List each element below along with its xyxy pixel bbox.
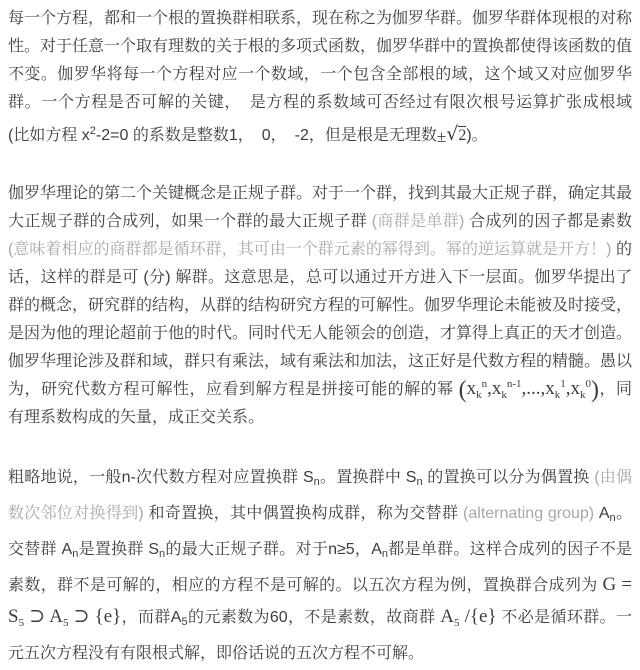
paragraph-permutation-group (8, 462, 632, 670)
math-text: x (466, 378, 477, 399)
paragraph-galois-group (8, 5, 632, 150)
subscript-text: 5 (181, 616, 188, 628)
math-text: ⊃ A (24, 606, 63, 627)
math-text: 2 (458, 127, 467, 144)
math-text: n-1 (506, 378, 522, 390)
body-text: 和奇置换，其中偶置换构成群，称为交替群 (143, 505, 464, 522)
math-text: k (501, 389, 507, 401)
body-text: 的最大正规子群。对于n≥5，A (165, 541, 382, 558)
body-text: 不必是循环群。一元五次方程没有有限根式解，即俗话说的五次方程不可解。 (8, 609, 633, 662)
body-text: 每一个方程，都和一个根的置换群相联系，现在称之为伽罗华群。伽罗华群体现根的对称性。对于任意一个取有理数的关于根的多项式函数，伽罗华群中的置换都使得该函数的值不变。伽罗华将每一个方程对应一个数域，一个包含全部根的域，这个域又对应伽罗华群。一个方程是否可解的关键， 是方程的系数域可否经过有限次根号运算扩张成根域 (比如方程 x (8, 10, 633, 144)
subscript-text: n (609, 512, 616, 524)
subscript-text: n (381, 548, 388, 560)
body-text: 伽罗华理论的第二个关键概念是正规子群。对于一个群，找到其最大正规子群，确定其最大正规子群的合成列，如果一个群的最大正规子群 (8, 185, 633, 230)
math-text: n (481, 378, 488, 390)
subscript-text: n (159, 548, 166, 560)
body-text: 。交替群 A (8, 505, 632, 558)
subscript-text: n (416, 476, 423, 488)
body-text: A (594, 505, 610, 522)
math-text: 5 (62, 617, 69, 629)
math-text: G = S (8, 574, 633, 627)
math-text: x (545, 378, 555, 399)
math-text: ± (436, 127, 447, 146)
math-text: 1 (560, 378, 566, 390)
math-text: k (579, 389, 586, 401)
math-text: /{e} (459, 606, 497, 627)
body-text: 的元素数为60，不是素数，故商群 (187, 609, 441, 626)
body-text: )。 (466, 127, 488, 144)
math-text: ) (590, 377, 599, 403)
annotation-text: (由偶数次邻位对换得到) (8, 469, 632, 522)
body-text: ，同有理系数构成的矢量，成正交关系。 (8, 381, 632, 426)
math-text: k (554, 389, 561, 401)
body-text: 是置换群 S (78, 541, 160, 558)
body-text: 合成列的因子都是素数 (464, 213, 632, 230)
body-text: 。置换群中 S (319, 469, 417, 486)
body-text: 的置换可以分为偶置换 (422, 469, 595, 486)
paragraph-normal-subgroup (8, 180, 632, 432)
body-text: 的话，这样的群是可 (分) 解群。这意思是，总可以通过开方进入下一层面。伽罗华提出了群的概念，研究群的结构，从群的结构研究方程的可解性。伽罗华理论未能被及时接受，是因为他的理论超前于他的时代。同时代无人能领会的创造，才算得上真正的天才创造。伽罗华理论涉及群和域，群只有乘法，域有乘法和加法，这正好是代数方程的精髓。愚以为，研究代数方程可解性，应看到解方程是拼接可能的解的幂 (8, 241, 633, 398)
math-text: 5 (453, 617, 460, 629)
math-text: √ (446, 123, 459, 145)
math-text: 5 (18, 617, 25, 629)
math-text: ⊃ {e} (68, 606, 122, 627)
subscript-text: n (72, 548, 79, 560)
math-text: A (440, 606, 454, 627)
math-text: , (487, 378, 492, 399)
body-text: 都是单群。这样合成列的因子不是素数，群不是可解的，相应的方程不是可解的。以五次方程为例，置换群合成列为 (8, 541, 632, 594)
math-text: ( (458, 377, 467, 403)
body-text: ，而群A (121, 609, 182, 626)
math-text: ,..., (521, 378, 546, 399)
body-text: 粗略地说，一般n-次代数方程对应置换群 S (8, 469, 314, 486)
math-text: 0 (585, 378, 591, 390)
math-text: k (476, 389, 482, 401)
annotation-text: (意味着相应的商群都是循环群，其可由一个群元素的幂得到。幂的逆运算就是开方！) (8, 241, 612, 258)
math-text: , (565, 378, 571, 399)
annotation-text: (商群是单群) (371, 213, 465, 230)
math-text: x (570, 378, 580, 399)
body-text: -2=0 的系数是整数1， 0， -2，但是根是无理数 (95, 127, 437, 144)
annotation-text: (alternating group) (463, 505, 595, 522)
math-text: x (491, 378, 502, 399)
superscript-text: 2 (89, 125, 96, 137)
subscript-text: n (313, 476, 320, 488)
